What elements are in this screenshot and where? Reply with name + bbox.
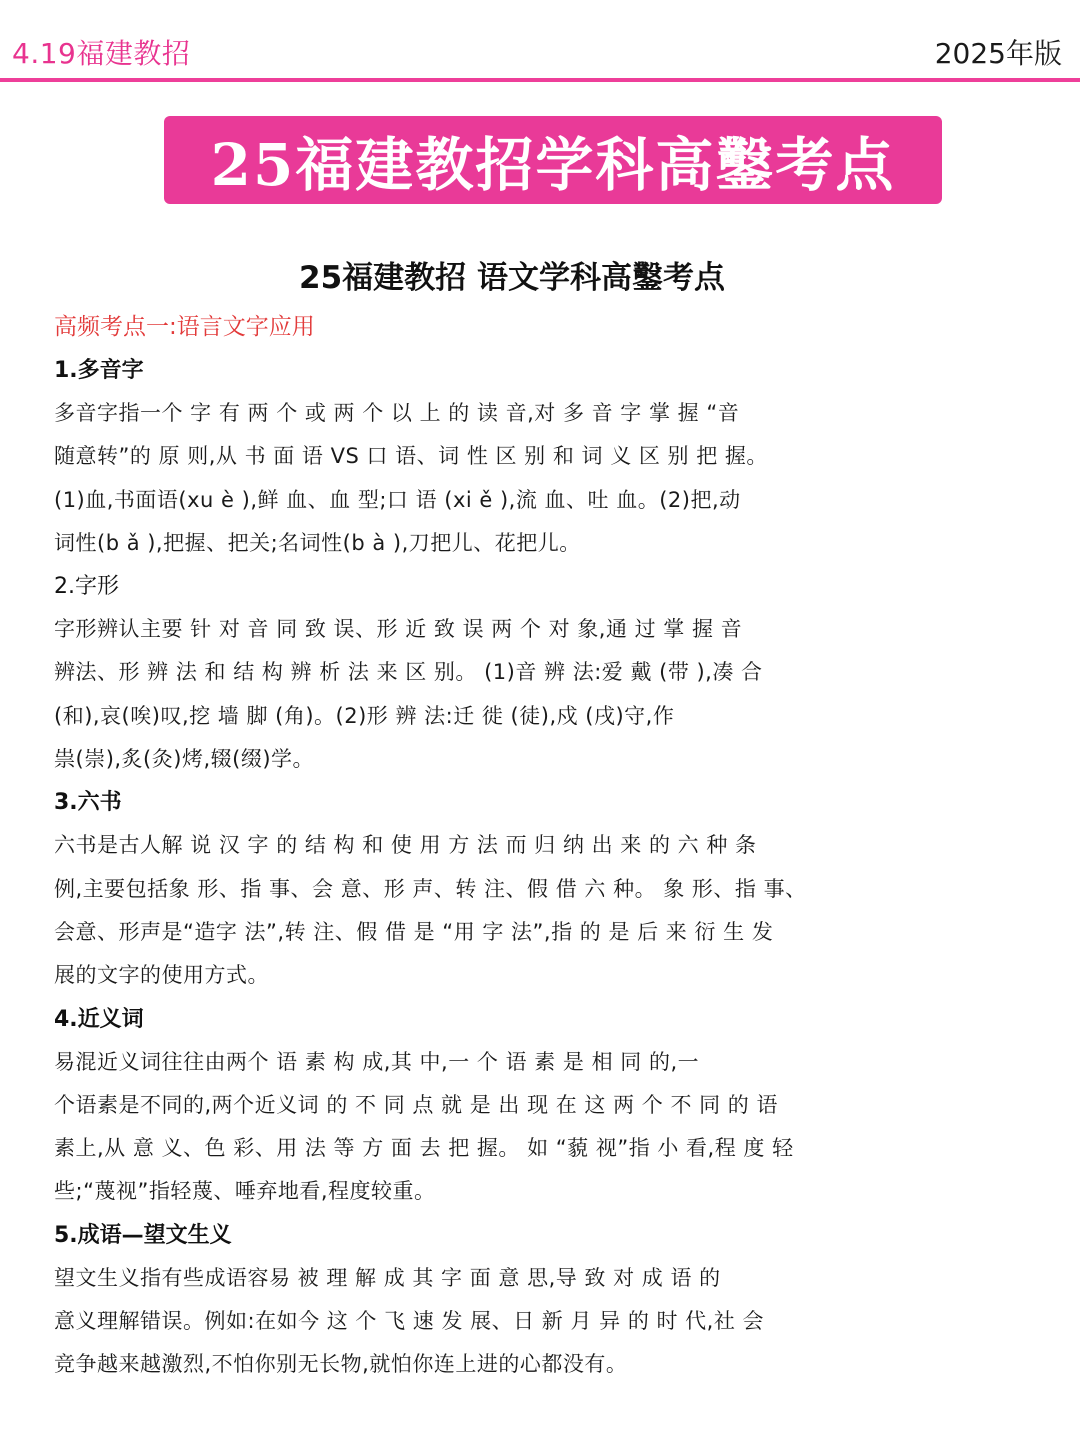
item-line: 些;“蔑视”指轻蔑、唾弃地看,程度较重。 (54, 1179, 436, 1204)
item-idioms (54, 1214, 914, 1387)
item-title: 3.六书 (54, 790, 122, 816)
item-title: 2.字形 (54, 574, 119, 600)
header-divider (0, 78, 1080, 82)
item-line: (1)血,书面语(xu è ),鲜 血、血 型;口 语 (xi ě ),流 血、吐 血。(2)把,动 (54, 487, 741, 512)
item-title: 1.多音字 (54, 358, 144, 383)
item-line: 辨法、形 辨 法 和 结 构 辨 析 法 来 区 别。 (1)音 辨 法:爱 戴 (带 ),凑 合 (54, 660, 763, 685)
item-line: 随意转”的 原 则,从 书 面 语 VS 口 语、词 性 区 别 和 词 义 区 别 把 握。 (54, 444, 768, 469)
item-line: 望文生义指有些成语容易 被 理 解 成 其 字 面 意 思,导 致 对 成 语 的 (54, 1265, 721, 1290)
item-line: 易混近义词往往由两个 语 素 构 成,其 中,一 个 语 素 是 相 同 的,一 (54, 1049, 700, 1074)
banner-title: 25福建教招学科高鑿考点 (210, 131, 896, 199)
item-line: 例,主要包括象 形、指 事、会 意、形 声、转 注、假 借 六 种。 象 形、指 事、 (54, 876, 807, 901)
item-line: 多音字指一个 字 有 两 个 或 两 个 以 上 的 读 音,对 多 音 字 掌 握 “音 (54, 401, 740, 425)
item-line: 竞争越来越激烈,不怕你别无长物,就怕你连上进的心都没有。 (54, 1352, 628, 1377)
item-line: 祟(崇),炙(灸)烤,辍(缀)学。 (54, 747, 315, 772)
top-header (0, 0, 1080, 80)
item-line: 六书是古人解 说 汉 字 的 结 构 和 使 用 方 法 而 归 纳 出 来 的 六 种 条 (54, 833, 757, 858)
content-body (54, 306, 914, 1387)
edition-tag: 2025年版 (934, 37, 1062, 70)
item-line: 词性(b ǎ ),把握、把关;名词性(b à ),刀把儿、花把儿。 (54, 530, 581, 555)
item-glyph (54, 565, 914, 781)
item-title: 5.成语—望文生义 (54, 1222, 232, 1248)
item-line: 个语素是不同的,两个近义词 的 不 同 点 就 是 出 现 在 这 两 个 不 同 的 语 (54, 1092, 778, 1117)
item-line: (和),哀(唉)叹,挖 墙 脚 (角)。(2)形 辨 法:迁 徙 (徒),戍 (戌)守,作 (54, 703, 675, 728)
item-line: 意义理解错误。例如:在如今 这 个 飞 速 发 展、日 新 月 异 的 时 代,社 会 (54, 1309, 765, 1334)
item-line: 展的文字的使用方式。 (54, 963, 269, 988)
title-banner (164, 116, 942, 204)
item-six-scripts (54, 781, 914, 997)
item-line: 会意、形声是“造字 法”,转 注、假 借 是 “用 字 法”,指 的 是 后 来 衍 生 发 (54, 919, 774, 944)
item-line: 素上,从 意 义、色 彩、用 法 等 方 面 去 把 握。 如 “藐 视”指 小 看,程 度 轻 (54, 1136, 794, 1161)
exam-date-tag: 4.19福建教招 (12, 37, 191, 70)
item-polyphonic (54, 349, 914, 565)
item-title: 4.近义词 (54, 1006, 144, 1032)
item-line: 字形辨认主要 针 对 音 同 致 误、形 近 致 误 两 个 对 象,通 过 掌 握 音 (54, 617, 743, 642)
section-heading: 高频考点一:语言文字应用 (54, 314, 315, 340)
item-synonyms (54, 998, 914, 1214)
subject-title: 25福建教招 语文学科高鑿考点 (299, 260, 725, 296)
